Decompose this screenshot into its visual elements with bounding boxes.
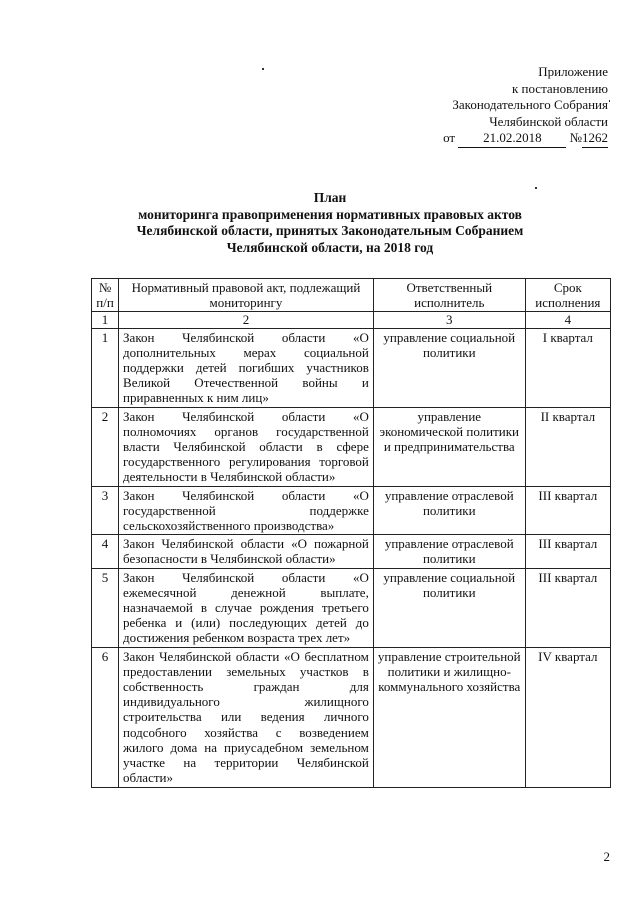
row-act: Закон Челябинской области «О бесплатном предоставлении земельных участков в собственность граждан для индивидуального жилищного строительства или ведения личного подсобного хозяйства с возведением жилого дома на приусадебном земельном участке на территории Челябинской области» [119,647,374,787]
row-term: II квартал [525,407,610,486]
appendix-block [408,64,608,148]
scan-speck [535,187,537,189]
date-prefix: от [443,130,456,145]
title-line-2: мониторинга правоприменения нормативных правовых актов [138,206,522,222]
table-header-row [92,279,611,312]
column-number: 2 [119,312,374,328]
row-executor: управление социальной политики [373,568,525,647]
resolution-number: 1262 [582,130,608,148]
row-num: 1 [92,328,119,407]
table-row [92,328,611,407]
row-term: III квартал [525,568,610,647]
column-number-row [92,312,611,328]
title-line-4: Челябинской области, на 2018 год [226,239,434,255]
appendix-date-line [408,130,608,148]
row-num: 5 [92,568,119,647]
row-executor: управление строительной политики и жилищно-коммунального хозяйства [373,647,525,787]
appendix-line-3: Законодательного Собрания [452,97,608,112]
appendix-line-1: Приложение [538,64,608,79]
row-executor: управление экономической политики и предпринимательства [373,407,525,486]
row-executor: управление социальной политики [373,328,525,407]
row-num: 6 [92,647,119,787]
row-term: IV квартал [525,647,610,787]
column-number: 3 [373,312,525,328]
column-number: 1 [92,312,119,328]
document-title [90,190,570,256]
table-row [92,407,611,486]
row-act: Закон Челябинской области «О дополнительных мерах социальной поддержки детей погибших участников Великой Отечественной войны и приравненных к ним лиц» [119,328,374,407]
appendix-line-2: к постановлению [511,80,608,96]
header-term: Срок исполнения [525,279,610,312]
page-number: 2 [603,849,610,864]
title-line-3: Челябинской области, принятых Законодательным Собранием [136,223,524,238]
scan-speck [262,68,264,70]
resolution-date: 21.02.2018 [458,130,566,148]
header-num: № п/п [92,279,119,312]
row-term: III квартал [525,535,610,568]
row-act: Закон Челябинской области «О полномочиях органов государственной власти Челябинской области в сфере государственного регулирования торговой деятельности в Челябинской области» [119,407,374,486]
row-act: Закон Челябинской области «О государственной поддержке сельскохозяйственного производства» [119,486,374,535]
header-act: Нормативный правовой акт, подлежащий мониторингу [119,279,374,312]
table-row [92,568,611,647]
appendix-line-4: Челябинской области [489,113,608,129]
number-prefix: № [569,130,582,145]
scan-speck [609,100,610,102]
table-row [92,647,611,787]
monitoring-plan-table [91,278,611,788]
table-row [92,486,611,535]
row-num: 3 [92,486,119,535]
row-term: I квартал [525,328,610,407]
column-number: 4 [525,312,610,328]
header-executor: Ответственный исполнитель [373,279,525,312]
row-act: Закон Челябинской области «О пожарной безопасности в Челябинской области» [119,535,374,568]
row-num: 4 [92,535,119,568]
row-term: III квартал [525,486,610,535]
row-num: 2 [92,407,119,486]
row-act: Закон Челябинской области «О ежемесячной денежной выплате, назначаемой в случае рождения третьего ребенка и (или) последующих детей до достижения ребенком возраста трех лет» [119,568,374,647]
table-row [92,535,611,568]
row-executor: управление отраслевой политики [373,535,525,568]
title-line-1: План [313,190,347,205]
row-executor: управление отраслевой политики [373,486,525,535]
